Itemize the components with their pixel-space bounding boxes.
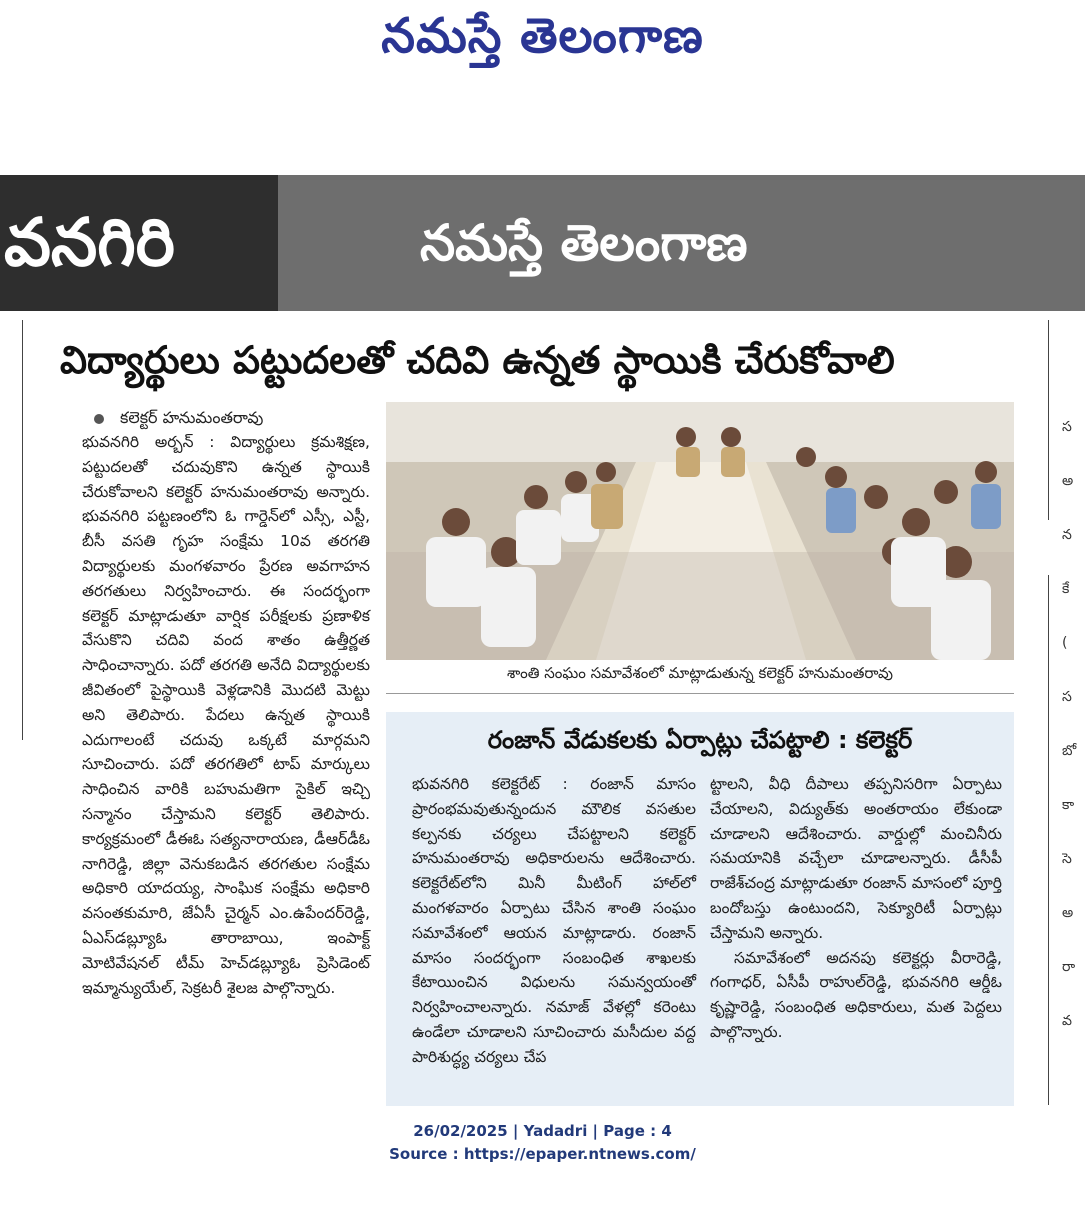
edge-glyph: బో [1062, 743, 1077, 759]
boxed-body-col2 [710, 772, 1002, 1045]
footer-date-page: 26/02/2025 | Yadadri | Page : 4 [413, 1122, 672, 1140]
bullet-icon [94, 414, 104, 424]
section-name: వనగిరి [0, 175, 278, 311]
footer-source-link[interactable]: Source : https://epaper.ntnews.com/ [389, 1145, 696, 1163]
boxed-headline: రంజాన్ వేడుకలకు ఏర్పాట్లు చేపట్టాలి : కలెక్టర్ [487, 726, 913, 754]
edge-glyph: స [1062, 689, 1072, 705]
edge-glyph: అ [1062, 905, 1074, 921]
article-body: భువనగిరి అర్బన్ : విద్యార్థులు క్రమశిక్షణ, పట్టుదలతో చదువుకొని ఉన్నత స్థాయికి చేరుకోవాలని కలెక్టర్ హనుమంతరావు అన్నారు. భువనగిరి పట్టణంలోని ఓ గార్డెన్‌లో ఎస్సీ, ఎస్టీ, బీసీ వసతి గృహ సంక్షేమ 10వ తరగతి విద్యార్థులకు మంగళవారం ప్రేరణ అవగాహన తరగతులు నిర్వహించారు. ఈ సందర్భంగా కలెక్టర్ మాట్లాడుతూ వార్షిక పరీక్షలకు ప్రణాళిక వేసుకొని చదివి వంద శాతం ఉత్తీర్ణత సాధించాన్నారు. పదో తరగతి అనేది విద్యార్థులకు జీవితంలో పైస్థాయికి వెళ్లడానికి మొదటి మెట్టు అని తెలిపారు. పేదలు ఉన్నత స్థాయికి ఎదుగాలంటే చదువు ఒక్కటే మార్గమని సూచించారు. పదో తరగతిలో టాప్ మార్కులు సాధించిన వారికి బహుమతిగా సైకిల్ ఇచ్చి సన్మానం చేస్తామని కలెక్టర్ తెలిపారు. కార్యక్రమంలో డీఈఓ సత్యనారాయణ, డీఆర్‌డీఓ నాగిరెడ్డి, జిల్లా వెనుకబడిన తరగతుల సంక్షేమ అధికారి యాదయ్య, సాంఘిక సంక్షేమ అధికారి వసంతకుమారి, జేఏసీ చైర్మన్ ఎం.ఉపేందర్‌రెడ్డి, ఏఎస్‌డబ్ల్యూఓ తారాబాయి, ఇంపాక్ట్ మోటివేషనల్ టీమ్ హెచ్‌డబ్ల్యూఓ ప్రెసిడెంట్ ఇమ్మాన్యుయేల్, సెక్రటరీ శైలజ పాల్గొన్నారు. [82, 433, 370, 997]
right-divider-bottom [1048, 575, 1049, 1105]
edge-glyph: కా [1062, 797, 1075, 813]
boxed-body-col2-para2: సమావేశంలో అదనపు కలెక్టర్లు వీరారెడ్డి, గంగాధర్, ఏసీపీ రాహుల్‌రెడ్డి, భువనగిరి ఆర్డీఓ కృష్ణారెడ్డి, సంబంధిత అధికారులు, మత పెద్దలు పాల్గొన్నారు. [710, 948, 1002, 1041]
caption-divider [386, 693, 1014, 694]
banner-brand: నమస్తే తెలంగాణ [420, 214, 748, 272]
boxed-body-col2-para1: ట్టాలని, వీధి దీపాలు తప్పనిసరిగా ఏర్పాటు చేయాలని, విద్యుత్‌కు అంతరాయం లేకుండా చూడాలని ఆదేశించారు. వార్డుల్లో మంచినీరు సమయానికి వచ్చేలా చూడాలన్నారు. డీసీపీ రాజేశ్‌చంద్ర మాట్లాడుతూ రంజాన్ మాసంలో పూర్తి బందోబస్తు ఉంటుందని, సెక్యూరిటీ ఏర్పాట్లు చేస్తామని అన్నారు. [710, 775, 1002, 942]
byline-text: కలెక్టర్ హనుమంతరావు [120, 408, 264, 427]
left-divider [0, 320, 23, 740]
edge-glyph: సె [1062, 851, 1072, 867]
article-headline: విద్యార్థులు పట్టుదలతో చదివి ఉన్నత స్థాయికి చేరుకోవాలి [60, 338, 895, 382]
article-byline [94, 408, 263, 431]
edge-glyph: న [1062, 527, 1072, 543]
edge-glyph: ( [1062, 635, 1068, 651]
meeting-photo [386, 402, 1014, 660]
boxed-body-col1: భువనగిరి కలెక్టరేట్ : రంజాన్ మాసం ప్రారంభమవుతున్నందున మౌలిక వసతుల కల్పనకు చర్యలు చేపట్టాలని కలెక్టర్ హనుమంతరావు అధికారులను ఆదేశించారు. కలెక్టరేట్‌లోని మినీ మీటింగ్ హాల్‌లో మంగళవారం ఏర్పాటు చేసిన శాంతి సంఘం సమావేశంలో ఆయన మాట్లాడారు. రంజాన్ మాసం సందర్భంగా సంబంధిత శాఖలకు కేటాయించిన విధులను సమన్వయంతో నిర్వహించాలన్నారు. నమాజ్ వేళల్లో కరెంటు ఉండేలా చూడాలని సూచించారు మసీదుల వద్ద పారిశుద్ధ్య చర్యలు చేప [412, 775, 696, 1066]
right-divider-top [1048, 320, 1049, 520]
meeting-photo-illustration [386, 402, 1014, 660]
masthead-logo: నమస్తే తెలంగాణ [381, 8, 704, 64]
boxed-article [386, 712, 1014, 1106]
edge-glyph: కే [1062, 581, 1070, 597]
photo-caption: శాంతి సంఘం సమావేశంలో మాట్లాడుతున్న కలెక్టర్ హనుమంతరావు [507, 664, 893, 682]
edge-glyph: రా [1062, 959, 1076, 975]
section-banner [0, 175, 1085, 311]
edge-glyph: వ [1062, 1013, 1072, 1029]
adjacent-column-fragment [1062, 400, 1085, 1048]
edge-glyph: స [1062, 419, 1072, 435]
edge-glyph: అ [1062, 473, 1074, 489]
masthead [0, 0, 1085, 80]
